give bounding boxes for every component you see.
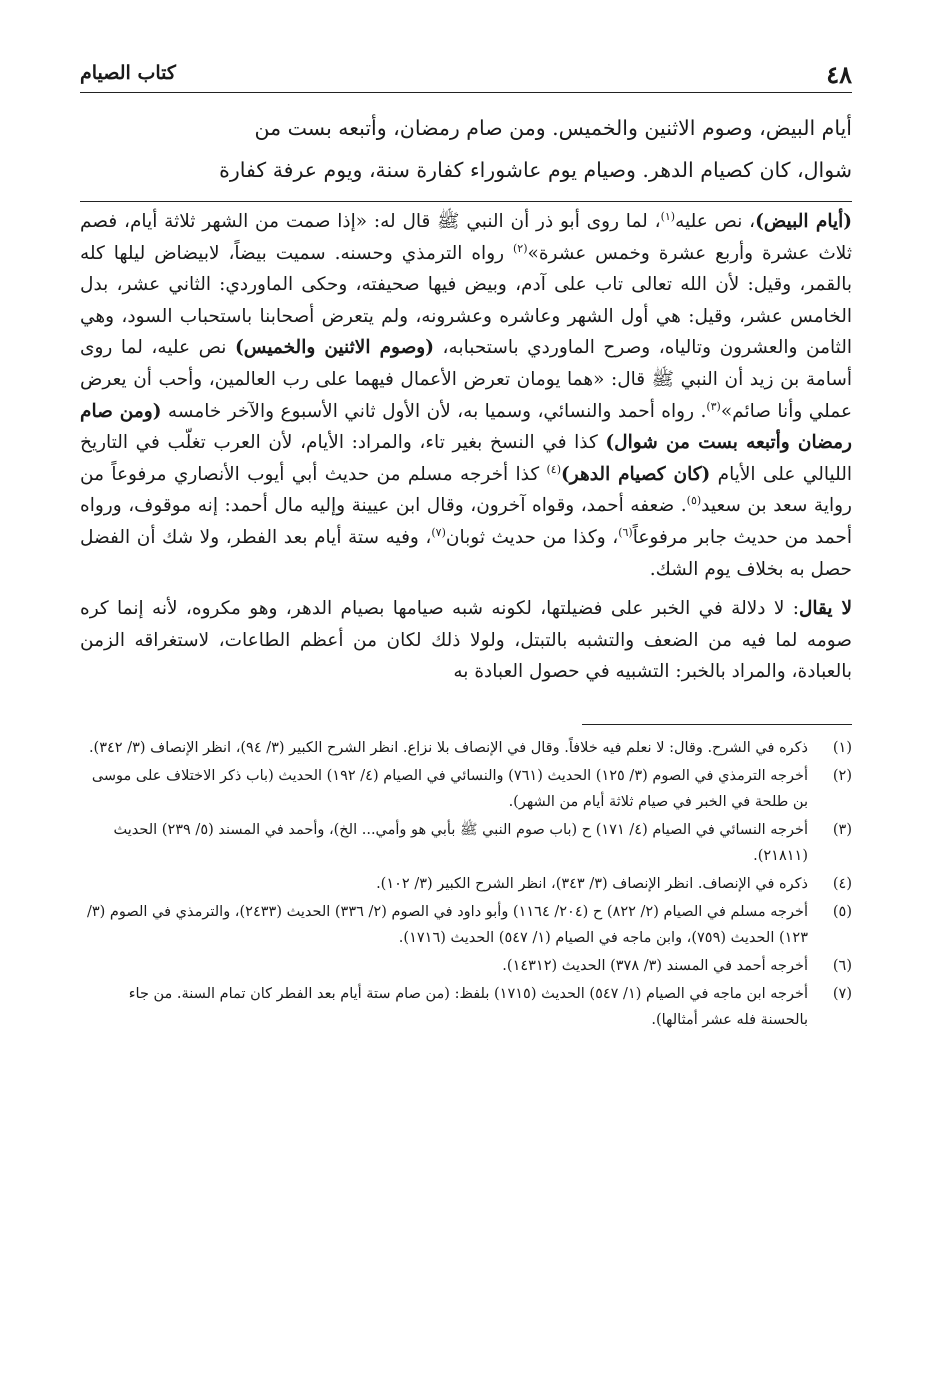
footnote-item bbox=[80, 817, 852, 869]
footnote-number: (٦) bbox=[832, 957, 852, 974]
bold-matn-quote: (وصوم الاثنين والخميس) bbox=[235, 337, 434, 359]
bold-matn-quote: لا يقال bbox=[798, 598, 852, 620]
bold-matn-quote: (ومن صام رمضان وأتبعه بست من شوال) bbox=[80, 400, 852, 454]
footnote-text: أخرجه ابن ماجه في الصيام (١/ ٥٤٧) الحديث (١٧١٥) بلفظ: (من صام ستة أيام بعد الفطر كان تمام السنة. من جاء بالحسنة فله عشر أمثالها). bbox=[128, 985, 808, 1028]
bold-matn-quote: (كان كصيام الدهر) bbox=[561, 463, 711, 485]
footnote-ref: (٣) bbox=[706, 399, 721, 413]
footnote-ref: (٢) bbox=[512, 241, 528, 255]
footnote-text: ذكره في الإنصاف. انظر الإنصاف (٣/ ٣٤٣)، انظر الشرح الكبير (٣/ ١٠٢). bbox=[376, 875, 808, 892]
footnote-number: (٧) bbox=[832, 985, 852, 1002]
commentary-text: ، وفيه ستة أيام بعد الفطر، ولا شك أن الفضل حصل به بخلاف يوم الشك. bbox=[80, 526, 852, 580]
footnote-number: (١) bbox=[832, 739, 852, 756]
commentary-text: . رواه أحمد والنسائي، وسميا به، لأن الأول ثاني الأسبوع والآخر خامسه bbox=[161, 400, 707, 422]
main-text-line: شوال، كان كصيام الدهر. وصيام يوم عاشوراء كفارة سنة، ويوم عرفة كفارة bbox=[219, 158, 852, 182]
commentary-paragraph bbox=[80, 593, 852, 688]
footnote-text: أخرجه مسلم في الصيام (٢/ ٨٢٢) ح (٢٠٤/ ١١٦٤) وأبو داود في الصوم (٢/ ٣٣٦) الحديث (٢٤٣٣)، والترمذي في الصوم (٣/ ١٢٣) الحديث (٧٥٩)، وابن ماجه في الصيام (١/ ٥٤٧) الحديث (١٧١٦). bbox=[86, 903, 808, 946]
main-text-line: أيام البيض، وصوم الاثنين والخميس. ومن صام رمضان، وأتبعه بست من bbox=[254, 116, 852, 140]
footnote-text: أخرجه النسائي في الصيام (٤/ ١٧١) ح (باب صوم النبي ﷺ بأبي هو وأمي... الخ)، وأحمد في المسند (٥/ ٢٣٩) الحديث (٢١٨١١). bbox=[113, 821, 808, 864]
commentary-paragraph bbox=[80, 206, 852, 585]
footnote-text: ذكره في الشرح. وقال: لا نعلم فيه خلافاً. وقال في الإنصاف بلا نزاع. انظر الشرح الكبير (٣/ ٩٤)، انظر الإنصاف (٣/ ٣٤٢). bbox=[88, 739, 808, 756]
footnote-number: (٤) bbox=[832, 875, 852, 892]
commentary-text: ، نص عليه bbox=[675, 211, 756, 232]
page-number: ٤٨ bbox=[826, 60, 852, 89]
footnote-item bbox=[80, 735, 852, 761]
footnote-ref: (١) bbox=[660, 209, 676, 223]
commentary-text: . ضعفه أحمد، وقواه آخرون، وقال ابن عيينة وإليه مال أحمد: إنه موقوف، ورواه أحمد من حديث جابر مرفوعاً bbox=[80, 495, 852, 548]
running-header bbox=[80, 58, 852, 93]
commentary-text: كذا أخرجه مسلم من حديث أبي أيوب الأنصاري مرفوعاً من رواية سعد بن سعيد bbox=[80, 463, 852, 517]
footnote-text: أخرجه الترمذي في الصوم (٣/ ١٢٥) الحديث (٧٦١) والنسائي في الصيام (٤/ ١٩٢) الحديث (باب ذكر الاختلاف على موسى بن طلحة في الخبر في صيام ثلاثة أيام من الشهر). bbox=[91, 767, 808, 810]
footnote-number: (٣) bbox=[832, 821, 852, 838]
commentary-text: ، وكذا من حديث ثوبان bbox=[445, 526, 619, 548]
footnote-number: (٥) bbox=[832, 903, 852, 920]
footnote-item bbox=[80, 953, 852, 979]
footnote-item bbox=[80, 899, 852, 951]
footnote-ref: (٤) bbox=[546, 462, 561, 476]
running-title: كتاب الصيام bbox=[80, 62, 176, 84]
footnote-item bbox=[80, 763, 852, 815]
footnote-rule bbox=[582, 724, 852, 725]
footnote-ref: (٧) bbox=[431, 525, 446, 539]
main-text bbox=[80, 107, 852, 191]
commentary-text: نص عليه، لما روى أسامة بن زيد أن النبي ﷺ قال: «هما يومان تعرض الأعمال فيهما على رب العالمين، وأحب أن يعرض عملي وأنا صائم» bbox=[80, 337, 852, 422]
footnote-text: أخرجه أحمد في المسند (٣/ ٣٧٨) الحديث (١٤٣١٢). bbox=[502, 957, 808, 974]
footnote-ref: (٦) bbox=[618, 525, 633, 539]
commentary-text: ، لما روى أبو ذر أن النبي ﷺ قال له: «إذا صمت من الشهر ثلاثة أيام، فصم ثلاث عشرة وأربع عشرة وخمس عشرة» bbox=[80, 211, 852, 264]
footnote-number: (٢) bbox=[832, 767, 852, 784]
book-page bbox=[80, 58, 852, 1035]
text-commentary-divider bbox=[80, 201, 852, 202]
bold-matn-quote: (أيام البيض) bbox=[755, 211, 852, 232]
commentary-text: رواه الترمذي وحسنه. سميت بيضاً، لابيضاض ليلها كله بالقمر، وقيل: لأن الله تعالى تاب على آدم، وبيض فيها صحيفته، وحكى الماوردي: الثاني عشر، بدل الخامس عشر، وقيل: هي أول الشهر وعاشره وعشرونه، ولم يتعرض أصحابنا باستحباب السود، وهي الثامن والعشرون وتالياه، وصرح الماوردي باستحبابه، bbox=[80, 242, 852, 359]
commentary-text: كذا في النسخ بغير تاء، والمراد: الأيام، لأن العرب تغلّب في التاريخ الليالي على الأيام bbox=[80, 432, 852, 485]
footnote-ref: (٥) bbox=[686, 494, 702, 508]
commentary bbox=[80, 206, 852, 688]
footnotes-list bbox=[80, 735, 852, 1033]
commentary-text: : لا دلالة في الخبر على فضيلتها، لكونه شبه صيامها بصيام الدهر، وهو مكروه، لأنه إنما كره صومه لما فيه من الضعف والتشبه بالتبتل، ولولا ذلك لكان من أعظم الطاعات، لاستغراقه الزمن بالعبادة، والمراد بالخبر: التشبيه في حصول العبادة به bbox=[80, 598, 852, 683]
footnote-item bbox=[80, 871, 852, 897]
footnote-item bbox=[80, 981, 852, 1033]
